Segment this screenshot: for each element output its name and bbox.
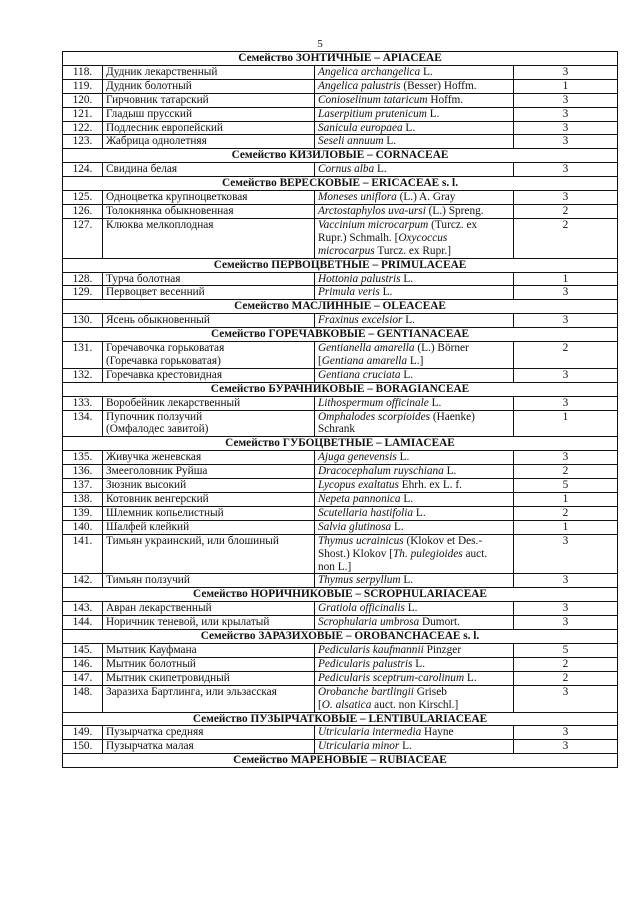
species-row — [63, 121, 618, 135]
russian-name: Мытник скипетровидный — [103, 671, 315, 685]
category-value: 1 — [514, 520, 618, 534]
family-header-row — [63, 382, 618, 396]
species-row — [63, 602, 618, 616]
russian-name: Тимьян ползучий — [103, 574, 315, 588]
family-header-row — [63, 754, 618, 768]
category-value: 3 — [514, 93, 618, 107]
latin-name: Pedicularis palustris L. — [315, 657, 514, 671]
category-value: 3 — [514, 135, 618, 149]
category-value: 1 — [514, 272, 618, 286]
row-number: 145. — [63, 643, 103, 657]
russian-name: Гладыш прусский — [103, 107, 315, 121]
latin-name: Orobanche bartlingii Griseb [O. alsatica auct. non Kirschl.] — [315, 685, 514, 712]
species-row — [63, 534, 618, 574]
russian-name: Пупочник ползучий (Омфалодес завитой) — [103, 410, 315, 437]
latin-name: Gratiola officinalis L. — [315, 602, 514, 616]
category-value: 2 — [514, 342, 618, 369]
latin-name: Gentiana cruciata L. — [315, 368, 514, 382]
russian-name: Горечавка крестовидная — [103, 368, 315, 382]
category-value: 3 — [514, 685, 618, 712]
species-row — [63, 218, 618, 258]
latin-name: Hottonia palustris L. — [315, 272, 514, 286]
row-number: 140. — [63, 520, 103, 534]
latin-name: Conioselinum tataricum Hoffm. — [315, 93, 514, 107]
category-value: 3 — [514, 451, 618, 465]
row-number: 125. — [63, 191, 103, 205]
latin-name: Cornus alba L. — [315, 163, 514, 177]
row-number: 123. — [63, 135, 103, 149]
latin-name: Pedicularis sceptrum-carolinum L. — [315, 671, 514, 685]
russian-name: Турча болотная — [103, 272, 315, 286]
russian-name: Пузырчатка средняя — [103, 726, 315, 740]
category-value: 3 — [514, 107, 618, 121]
species-row — [63, 520, 618, 534]
latin-name: Fraxinus excelsior L. — [315, 314, 514, 328]
row-number: 130. — [63, 314, 103, 328]
family-header-row — [63, 588, 618, 602]
species-row — [63, 163, 618, 177]
species-row — [63, 107, 618, 121]
russian-name: Дудник болотный — [103, 79, 315, 93]
species-row — [63, 685, 618, 712]
species-row — [63, 396, 618, 410]
family-header-row — [63, 177, 618, 191]
russian-name: Заразиха Бартлинга, или эльзасская — [103, 685, 315, 712]
russian-name: Норичник теневой, или крылатый — [103, 616, 315, 630]
latin-name: Thymus ucrainicus (Klokov et Des.- Shost.) Klokov [Th. pulegioides auct. non L.] — [315, 534, 514, 574]
row-number: 146. — [63, 657, 103, 671]
category-value: 3 — [514, 396, 618, 410]
row-number: 133. — [63, 396, 103, 410]
species-row — [63, 451, 618, 465]
latin-name: Laserpitium prutenicum L. — [315, 107, 514, 121]
russian-name: Дудник лекарственный — [103, 65, 315, 79]
species-row — [63, 465, 618, 479]
latin-name: Utricularia minor L. — [315, 740, 514, 754]
category-value: 2 — [514, 506, 618, 520]
latin-name: Moneses uniflora (L.) A. Gray — [315, 191, 514, 205]
latin-name: Omphalodes scorpioides (Haenke) Schrank — [315, 410, 514, 437]
category-value: 3 — [514, 314, 618, 328]
latin-name: Dracocephalum ruyschiana L. — [315, 465, 514, 479]
russian-name: Тимьян украинский, или блошиный — [103, 534, 315, 574]
russian-name: Авран лекарственный — [103, 602, 315, 616]
species-row — [63, 506, 618, 520]
family-name: Семейство МАРЕНОВЫЕ – RUBIACEAE — [63, 754, 618, 768]
latin-name: Angelica archangelica L. — [315, 65, 514, 79]
russian-name: Зюзник высокий — [103, 479, 315, 493]
russian-name: Свидина белая — [103, 163, 315, 177]
family-name: Семейство ПУЗЫРЧАТКОВЫЕ – LENTIBULARIACEAE — [63, 712, 618, 726]
species-row — [63, 726, 618, 740]
species-row — [63, 93, 618, 107]
row-number: 148. — [63, 685, 103, 712]
russian-name: Шалфей клейкий — [103, 520, 315, 534]
species-row — [63, 65, 618, 79]
row-number: 141. — [63, 534, 103, 574]
latin-name: Utricularia intermedia Hayne — [315, 726, 514, 740]
row-number: 131. — [63, 342, 103, 369]
species-row — [63, 135, 618, 149]
category-value: 2 — [514, 465, 618, 479]
species-row — [63, 616, 618, 630]
category-value: 5 — [514, 479, 618, 493]
latin-name: Arctostaphylos uva-ursi (L.) Spreng. — [315, 204, 514, 218]
species-row — [63, 657, 618, 671]
category-value: 2 — [514, 657, 618, 671]
family-name: Семейство ГОРЕЧАВКОВЫЕ – GENTIANACEAE — [63, 328, 618, 342]
russian-name: Пузырчатка малая — [103, 740, 315, 754]
family-name: Семейство ГУБОЦВЕТНЫЕ – LAMIACEAE — [63, 437, 618, 451]
family-name: Семейство ЗАРАЗИХОВЫЕ – OROBANCHACEAE s. l. — [63, 630, 618, 644]
category-value: 1 — [514, 493, 618, 507]
species-row — [63, 479, 618, 493]
russian-name: Мытник болотный — [103, 657, 315, 671]
species-row — [63, 286, 618, 300]
russian-name: Живучка женевская — [103, 451, 315, 465]
latin-name: Nepeta pannonica L. — [315, 493, 514, 507]
category-value: 3 — [514, 534, 618, 574]
species-row — [63, 671, 618, 685]
species-row — [63, 342, 618, 369]
latin-name: Angelica palustris (Besser) Hoffm. — [315, 79, 514, 93]
row-number: 121. — [63, 107, 103, 121]
species-row — [63, 410, 618, 437]
category-value: 2 — [514, 671, 618, 685]
species-row — [63, 204, 618, 218]
family-name: Семейство МАСЛИННЫЕ – OLEACEAE — [63, 300, 618, 314]
family-header-row — [63, 437, 618, 451]
row-number: 135. — [63, 451, 103, 465]
family-name: Семейство ЗОНТИЧНЫЕ – APIACEAE — [63, 52, 618, 66]
russian-name: Мытник Кауфмана — [103, 643, 315, 657]
species-row — [63, 574, 618, 588]
row-number: 138. — [63, 493, 103, 507]
row-number: 120. — [63, 93, 103, 107]
page-number: 5 — [317, 38, 323, 50]
row-number: 147. — [63, 671, 103, 685]
family-name: Семейство БУРАЧНИКОВЫЕ – BORAGIANCEAE — [63, 382, 618, 396]
category-value: 1 — [514, 79, 618, 93]
category-value: 3 — [514, 574, 618, 588]
category-value: 3 — [514, 121, 618, 135]
russian-name: Котовник венгерский — [103, 493, 315, 507]
row-number: 118. — [63, 65, 103, 79]
latin-name: Salvia glutinosa L. — [315, 520, 514, 534]
family-name: Семейство КИЗИЛОВЫЕ – CORNACEAE — [63, 149, 618, 163]
row-number: 136. — [63, 465, 103, 479]
russian-name: Ясень обыкновенный — [103, 314, 315, 328]
species-row — [63, 368, 618, 382]
row-number: 129. — [63, 286, 103, 300]
latin-name: Seseli annuum L. — [315, 135, 514, 149]
species-row — [63, 740, 618, 754]
latin-name: Ajuga genevensis L. — [315, 451, 514, 465]
latin-name: Scutellaria hastifolia L. — [315, 506, 514, 520]
row-number: 134. — [63, 410, 103, 437]
family-header-row — [63, 300, 618, 314]
latin-name: Lithospermum officinale L. — [315, 396, 514, 410]
row-number: 122. — [63, 121, 103, 135]
row-number: 142. — [63, 574, 103, 588]
species-row — [63, 191, 618, 205]
row-number: 144. — [63, 616, 103, 630]
species-row — [63, 314, 618, 328]
category-value: 3 — [514, 740, 618, 754]
row-number: 137. — [63, 479, 103, 493]
russian-name: Подлесник европейский — [103, 121, 315, 135]
russian-name: Клюква мелкоплодная — [103, 218, 315, 258]
species-row — [63, 272, 618, 286]
latin-name: Thymus serpyllum L. — [315, 574, 514, 588]
family-header-row — [63, 258, 618, 272]
latin-name: Gentianella amarella (L.) Börner [Gentiana amarella L.] — [315, 342, 514, 369]
russian-name: Толокнянка обыкновенная — [103, 204, 315, 218]
row-number: 126. — [63, 204, 103, 218]
category-value: 2 — [514, 204, 618, 218]
latin-name: Sanicula europaea L. — [315, 121, 514, 135]
row-number: 124. — [63, 163, 103, 177]
category-value: 2 — [514, 218, 618, 258]
category-value: 3 — [514, 726, 618, 740]
russian-name: Жабрица однолетняя — [103, 135, 315, 149]
row-number: 132. — [63, 368, 103, 382]
category-value: 3 — [514, 191, 618, 205]
family-header-row — [63, 712, 618, 726]
category-value: 3 — [514, 65, 618, 79]
latin-name: Primula veris L. — [315, 286, 514, 300]
category-value: 3 — [514, 602, 618, 616]
row-number: 150. — [63, 740, 103, 754]
family-name: Семейство ВЕРЕСКОВЫЕ – ERICACEAE s. l. — [63, 177, 618, 191]
russian-name: Змееголовник Руйша — [103, 465, 315, 479]
species-row — [63, 643, 618, 657]
species-table — [62, 51, 618, 768]
family-name: Семейство НОРИЧНИКОВЫЕ – SCROPHULARIACEAE — [63, 588, 618, 602]
russian-name: Одноцветка крупноцветковая — [103, 191, 315, 205]
russian-name: Гирчовник татарский — [103, 93, 315, 107]
latin-name: Pedicularis kaufmannii Pinzger — [315, 643, 514, 657]
row-number: 149. — [63, 726, 103, 740]
russian-name: Шлемник копьелистный — [103, 506, 315, 520]
row-number: 128. — [63, 272, 103, 286]
latin-name: Vaccinium microcarpum (Turcz. ex Rupr.) Schmalh. [Oxycoccus microcarpus Turcz. ex Rupr.] — [315, 218, 514, 258]
family-name: Семейство ПЕРВОЦВЕТНЫЕ – PRIMULACEAE — [63, 258, 618, 272]
species-row — [63, 79, 618, 93]
category-value: 3 — [514, 163, 618, 177]
row-number: 119. — [63, 79, 103, 93]
category-value: 3 — [514, 368, 618, 382]
family-header-row — [63, 52, 618, 66]
family-header-row — [63, 630, 618, 644]
category-value: 3 — [514, 616, 618, 630]
category-value: 5 — [514, 643, 618, 657]
species-row — [63, 493, 618, 507]
row-number: 143. — [63, 602, 103, 616]
latin-name: Lycopus exaltatus Ehrh. ex L. f. — [315, 479, 514, 493]
russian-name: Воробейник лекарственный — [103, 396, 315, 410]
family-header-row — [63, 328, 618, 342]
row-number: 139. — [63, 506, 103, 520]
latin-name: Scrophularia umbrosa Dumort. — [315, 616, 514, 630]
russian-name: Первоцвет весенний — [103, 286, 315, 300]
category-value: 3 — [514, 286, 618, 300]
family-header-row — [63, 149, 618, 163]
row-number: 127. — [63, 218, 103, 258]
category-value: 1 — [514, 410, 618, 437]
russian-name: Горечавочка горьковатая (Горечавка горьковатая) — [103, 342, 315, 369]
